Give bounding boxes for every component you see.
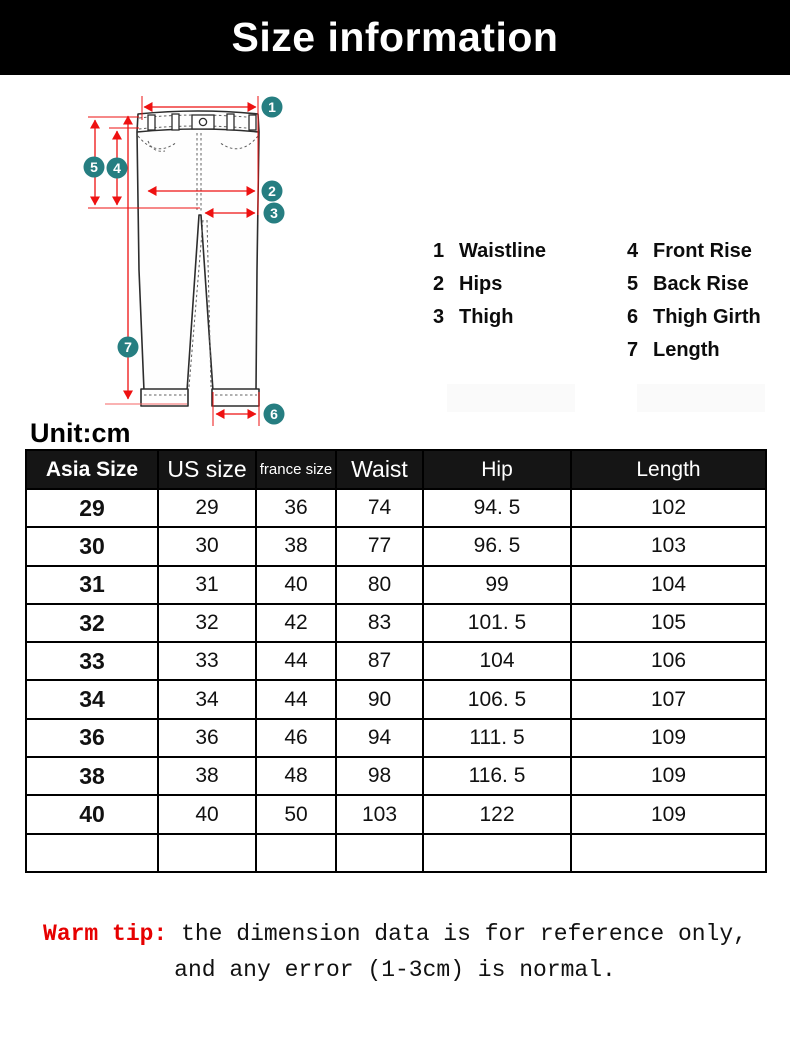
table-cell: 109 — [571, 795, 766, 833]
svg-text:1: 1 — [268, 99, 276, 115]
table-cell: 32 — [26, 604, 158, 642]
measurement-legend-column-1 — [433, 241, 546, 328]
legend-number: 5 — [627, 273, 639, 295]
legend-item — [627, 241, 761, 262]
table-cell: 90 — [336, 680, 423, 718]
legend-label: Length — [653, 339, 720, 361]
table-row — [26, 604, 766, 642]
pants-measurement-diagram — [60, 80, 300, 440]
column-header: Length — [571, 450, 766, 489]
legend-item — [433, 274, 546, 295]
table-cell — [26, 834, 158, 872]
banner — [0, 0, 790, 75]
table-cell: 106 — [571, 642, 766, 680]
table-cell: 87 — [336, 642, 423, 680]
table-cell: 31 — [158, 566, 256, 604]
table-cell: 77 — [336, 527, 423, 565]
table-cell: 116. 5 — [423, 757, 571, 795]
table-cell: 36 — [158, 719, 256, 757]
column-header: Waist — [336, 450, 423, 489]
size-table — [25, 449, 767, 873]
legend-item — [433, 241, 546, 262]
table-cell: 34 — [158, 680, 256, 718]
legend-label: Thigh — [459, 306, 514, 328]
table-cell: 38 — [256, 527, 336, 565]
table-cell: 103 — [336, 795, 423, 833]
legend-number: 4 — [627, 240, 639, 262]
table-cell: 106. 5 — [423, 680, 571, 718]
table-row — [26, 527, 766, 565]
table-cell: 103 — [571, 527, 766, 565]
column-header: france size — [256, 450, 336, 489]
warm-tip — [0, 916, 790, 988]
legend-number: 1 — [433, 240, 445, 262]
svg-text:6: 6 — [270, 406, 278, 422]
svg-text:3: 3 — [270, 205, 278, 221]
table-row — [26, 680, 766, 718]
table-cell: 94. 5 — [423, 489, 571, 527]
table-cell: 32 — [158, 604, 256, 642]
table-cell: 99 — [423, 566, 571, 604]
warm-tip-text2: and any error (1-3cm) is normal. — [174, 957, 616, 983]
table-cell: 33 — [26, 642, 158, 680]
size-table-header — [26, 450, 766, 489]
table-cell: 44 — [256, 642, 336, 680]
table-cell: 40 — [26, 795, 158, 833]
svg-text:7: 7 — [124, 339, 132, 355]
table-cell: 38 — [26, 757, 158, 795]
legend-number: 2 — [433, 273, 445, 295]
table-cell: 109 — [571, 757, 766, 795]
legend-label: Back Rise — [653, 273, 749, 295]
table-row — [26, 795, 766, 833]
table-cell: 107 — [571, 680, 766, 718]
header-row — [26, 450, 766, 489]
table-cell: 96. 5 — [423, 527, 571, 565]
table-cell: 111. 5 — [423, 719, 571, 757]
column-header: Asia Size — [26, 450, 158, 489]
table-cell — [571, 834, 766, 872]
decorative-box — [447, 384, 575, 412]
table-cell — [336, 834, 423, 872]
table-cell: 109 — [571, 719, 766, 757]
pants-outline-icon — [137, 111, 259, 406]
page-title: Size information — [231, 14, 559, 60]
table-cell: 29 — [26, 489, 158, 527]
table-cell: 40 — [256, 566, 336, 604]
column-header: US size — [158, 450, 256, 489]
table-cell: 30 — [26, 527, 158, 565]
measurement-legend-column-2 — [627, 241, 761, 361]
table-cell: 33 — [158, 642, 256, 680]
table-cell: 104 — [571, 566, 766, 604]
legend-label: Hips — [459, 273, 503, 295]
table-row — [26, 834, 766, 872]
table-cell: 44 — [256, 680, 336, 718]
legend-item — [433, 307, 546, 328]
table-row — [26, 489, 766, 527]
svg-text:2: 2 — [268, 183, 276, 199]
legend-number: 3 — [433, 306, 445, 328]
legend-item — [627, 340, 761, 361]
table-cell: 98 — [336, 757, 423, 795]
table-cell: 48 — [256, 757, 336, 795]
legend-number: 7 — [627, 339, 639, 361]
table-cell: 50 — [256, 795, 336, 833]
table-cell: 34 — [26, 680, 158, 718]
svg-text:4: 4 — [113, 160, 121, 176]
decorative-box — [637, 384, 765, 412]
warm-tip-line1 — [0, 916, 790, 952]
legend-item — [627, 274, 761, 295]
table-cell: 80 — [336, 566, 423, 604]
table-cell — [158, 834, 256, 872]
legend-label: Front Rise — [653, 240, 752, 262]
warm-tip-text1: the dimension data is for reference only, — [181, 921, 747, 947]
table-cell — [423, 834, 571, 872]
legend-label: Thigh Girth — [653, 306, 761, 328]
table-row — [26, 642, 766, 680]
table-cell: 31 — [26, 566, 158, 604]
table-row — [26, 719, 766, 757]
table-row — [26, 566, 766, 604]
legend-label: Waistline — [459, 240, 547, 262]
table-cell: 30 — [158, 527, 256, 565]
table-cell: 83 — [336, 604, 423, 642]
button-icon — [199, 118, 206, 125]
legend-number: 6 — [627, 306, 639, 328]
table-cell: 74 — [336, 489, 423, 527]
legend-item — [627, 307, 761, 328]
table-cell: 102 — [571, 489, 766, 527]
table-cell: 46 — [256, 719, 336, 757]
table-row — [26, 757, 766, 795]
column-header: Hip — [423, 450, 571, 489]
table-cell: 40 — [158, 795, 256, 833]
table-cell: 38 — [158, 757, 256, 795]
table-cell: 29 — [158, 489, 256, 527]
table-cell: 104 — [423, 642, 571, 680]
table-cell: 36 — [26, 719, 158, 757]
table-cell: 122 — [423, 795, 571, 833]
warm-tip-label: Warm tip: — [43, 921, 168, 947]
svg-text:5: 5 — [90, 159, 98, 175]
table-cell: 105 — [571, 604, 766, 642]
table-cell — [256, 834, 336, 872]
table-cell: 101. 5 — [423, 604, 571, 642]
table-cell: 94 — [336, 719, 423, 757]
size-table-body — [26, 489, 766, 872]
table-cell: 36 — [256, 489, 336, 527]
unit-label: Unit:cm — [30, 418, 131, 448]
table-cell: 42 — [256, 604, 336, 642]
